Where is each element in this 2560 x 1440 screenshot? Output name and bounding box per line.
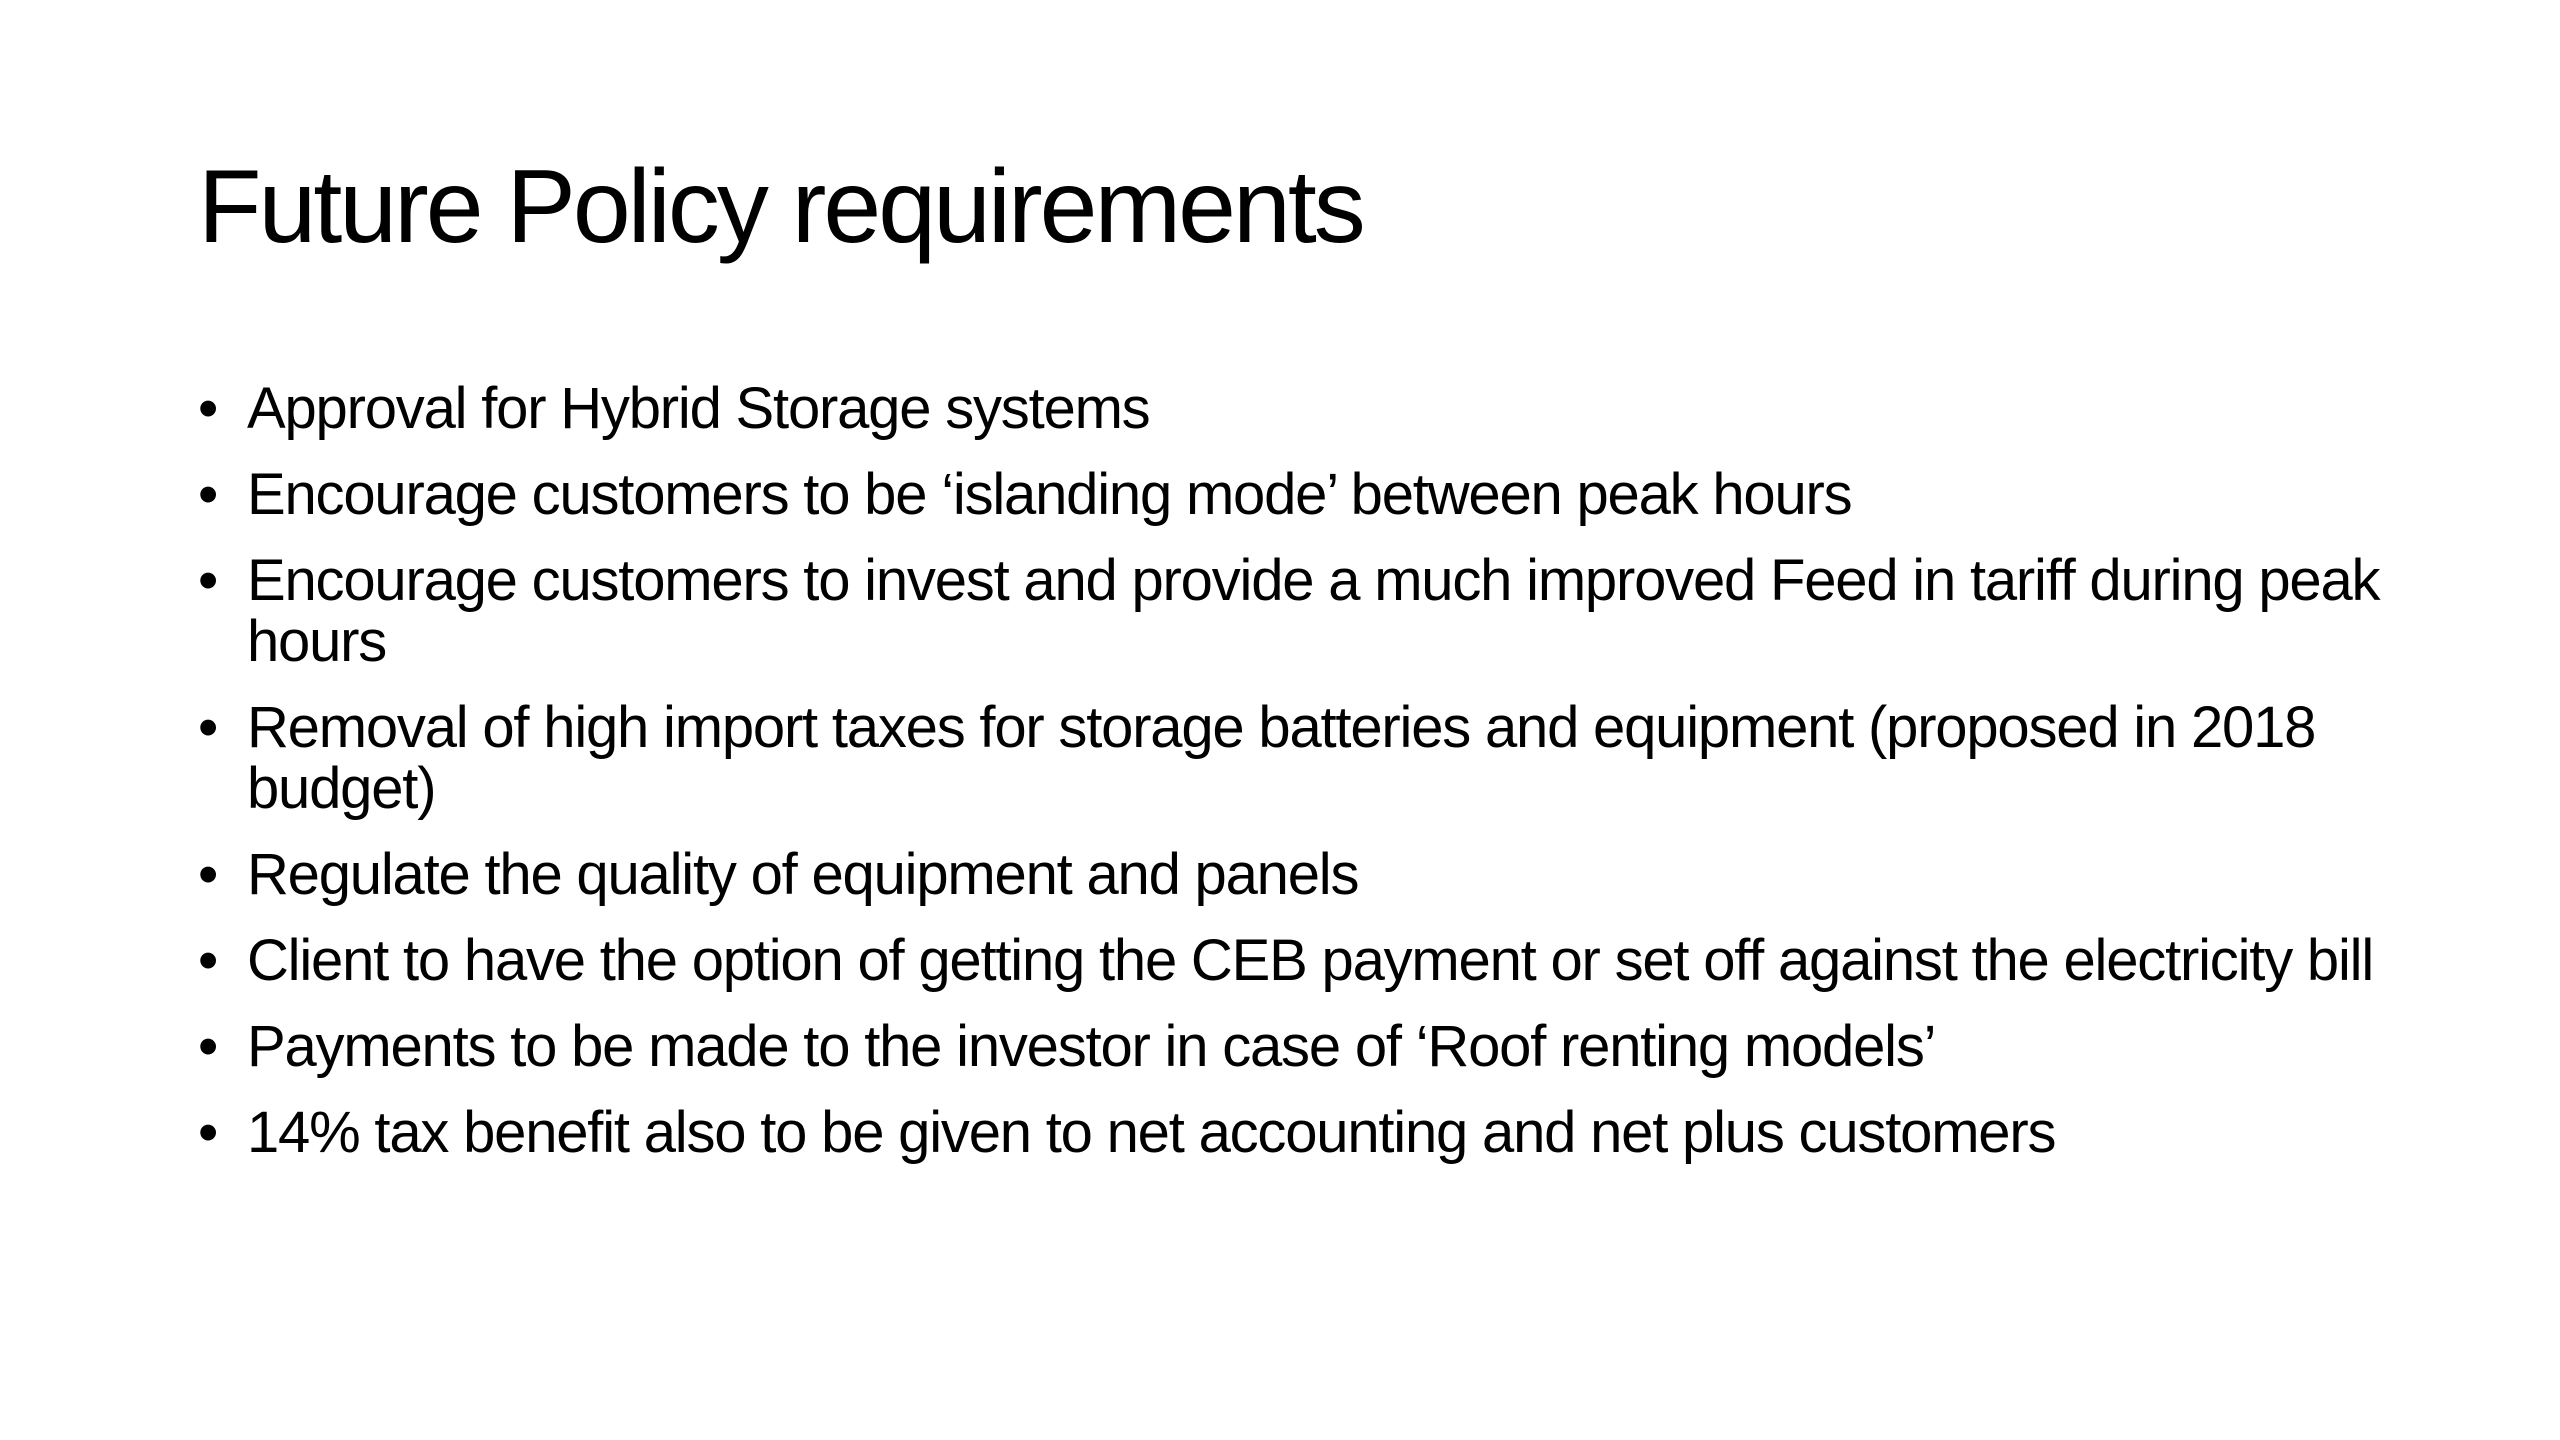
bullet-item	[198, 378, 2398, 439]
bullet-text: Payments to be made to the investor in case of ‘Roof renting models’	[247, 1014, 1936, 1079]
bullet-list	[198, 378, 2398, 1188]
bullet-point-icon: •	[198, 548, 218, 613]
bullet-text: Approval for Hybrid Storage systems	[247, 376, 1150, 441]
bullet-point-icon: •	[198, 842, 218, 907]
slide-title: Future Policy requirements	[198, 149, 1363, 265]
bullet-point-icon: •	[198, 462, 218, 527]
bullet-text: Removal of high import taxes for storage batteries and equipment (proposed in 2018 budget)	[247, 695, 2316, 821]
bullet-text: Client to have the option of getting the CEB payment or set off against the electricity bill	[247, 928, 2374, 993]
bullet-text: Encourage customers to invest and provide a much improved Feed in tariff during peak hours	[247, 548, 2380, 674]
bullet-text: 14% tax benefit also to be given to net accounting and net plus customers	[247, 1100, 2056, 1165]
bullet-point-icon: •	[198, 1014, 218, 1079]
bullet-item	[198, 464, 2398, 525]
bullet-item	[198, 697, 2398, 819]
bullet-point-icon: •	[198, 376, 218, 441]
bullet-point-icon: •	[198, 928, 218, 993]
bullet-item	[198, 550, 2398, 672]
bullet-item	[198, 844, 2398, 905]
bullet-text: Encourage customers to be ‘islanding mode’ between peak hours	[247, 462, 1852, 527]
bullet-point-icon: •	[198, 1100, 218, 1165]
bullet-point-icon: •	[198, 695, 218, 760]
bullet-item	[198, 1016, 2398, 1077]
bullet-item	[198, 930, 2398, 991]
bullet-item	[198, 1102, 2398, 1163]
bullet-text: Regulate the quality of equipment and panels	[247, 842, 1359, 907]
